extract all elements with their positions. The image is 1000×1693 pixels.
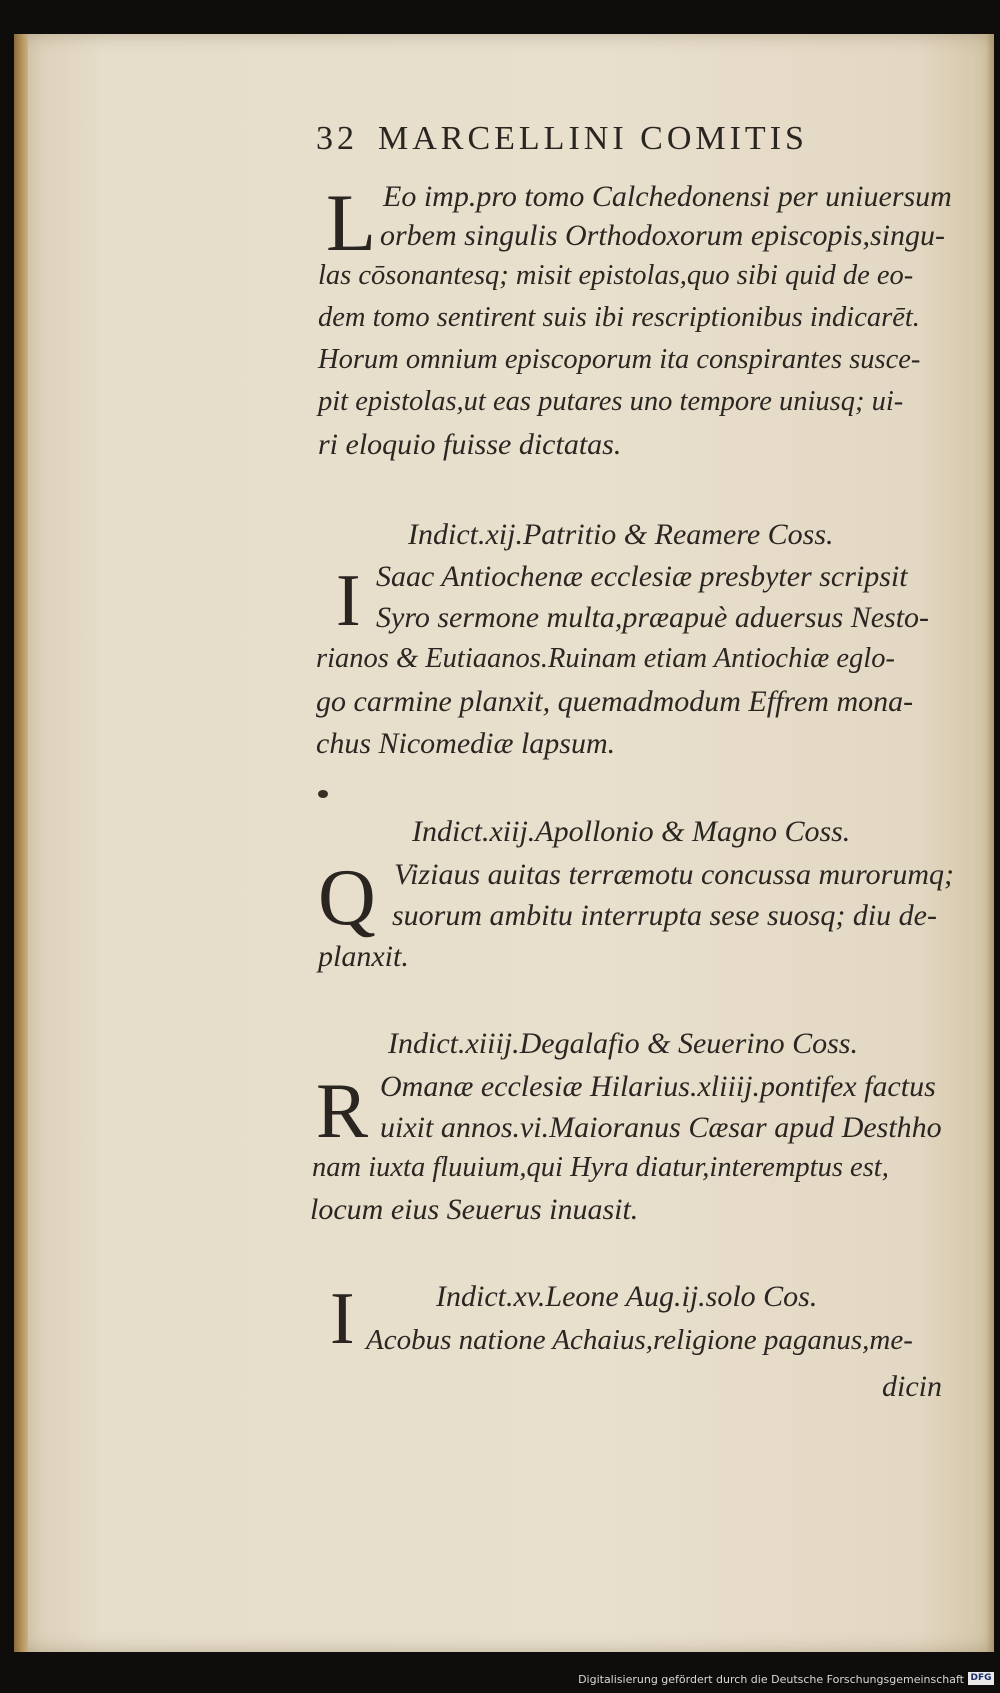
text-line: Horum omnium episcoporum ita conspirantes susce- xyxy=(318,344,921,375)
text-line: pit epistolas,ut eas putares uno tempore uniusq; ui- xyxy=(318,386,904,417)
drop-cap-I: I xyxy=(330,1278,355,1360)
text-line: nam iuxta fluuium,qui Hyra diatur,interemptus est, xyxy=(312,1152,889,1183)
text-line: las cōsonantesq; misit epistolas,quo sibi quid de eo- xyxy=(318,260,914,291)
text-line: ri eloquio fuisse dictatas. xyxy=(318,428,622,461)
text-line: orbem singulis Orthodoxorum episcopis,singu- xyxy=(380,219,945,252)
running-header xyxy=(316,120,808,158)
ink-smudge xyxy=(318,790,328,798)
drop-cap-I: I xyxy=(336,560,361,642)
catchword: dicin xyxy=(882,1370,942,1403)
text-line: planxit. xyxy=(318,940,409,973)
text-line: rianos & Eutiaanos.Ruinam etiam Antiochiæ eglo- xyxy=(316,643,895,674)
page-edge-shadow xyxy=(986,34,994,1652)
text-line: go carmine planxit, quemadmodum Effrem mona- xyxy=(316,685,914,718)
text-line: Syro sermone multa,præapuè aduersus Nesto- xyxy=(376,601,930,634)
section-heading: Indict.xiij.Apollonio & Magno Coss. xyxy=(412,815,851,848)
text-line: Saac Antiochenæ ecclesiæ presbyter scripsit xyxy=(376,560,908,593)
drop-cap-R: R xyxy=(316,1067,369,1154)
text-line: dem tomo sentirent suis ibi rescriptionibus indicarēt. xyxy=(318,302,920,333)
text-line: Omanæ ecclesiæ Hilarius.xliiij.pontifex factus xyxy=(380,1070,936,1103)
digitization-footer xyxy=(0,1655,1000,1693)
running-title: MARCELLINI COMITIS xyxy=(378,120,808,157)
section-heading: Indict.xij.Patritio & Reamere Coss. xyxy=(408,518,834,551)
section-heading: Indict.xiiij.Degalafio & Seuerino Coss. xyxy=(388,1027,858,1060)
text-line: locum eius Seuerus inuasit. xyxy=(310,1193,639,1226)
drop-cap-L: L xyxy=(326,177,377,268)
text-line: Acobus natione Achaius,religione paganus,me- xyxy=(366,1324,913,1356)
drop-cap-Q: Q xyxy=(318,854,376,942)
page-number: 32 xyxy=(316,120,358,157)
footer-credit: Digitalisierung gefördert durch die Deutsche Forschungsgemeinschaft xyxy=(578,1673,964,1686)
text-line: uixit annos.vi.Maioranus Cæsar apud Desthho xyxy=(380,1111,942,1144)
text-line: Viziaus auitas terræmotu concussa murorumq; xyxy=(394,858,955,891)
section-heading: Indict.xv.Leone Aug.ij.solo Cos. xyxy=(436,1280,818,1313)
book-spine xyxy=(14,34,28,1652)
text-line: suorum ambitu interrupta sese suosq; diu de- xyxy=(392,899,937,932)
dfg-logo: DFG xyxy=(968,1672,994,1685)
text-line: chus Nicomediæ lapsum. xyxy=(316,727,616,760)
text-line: Eo imp.pro tomo Calchedonensi per uniuersum xyxy=(383,180,952,213)
